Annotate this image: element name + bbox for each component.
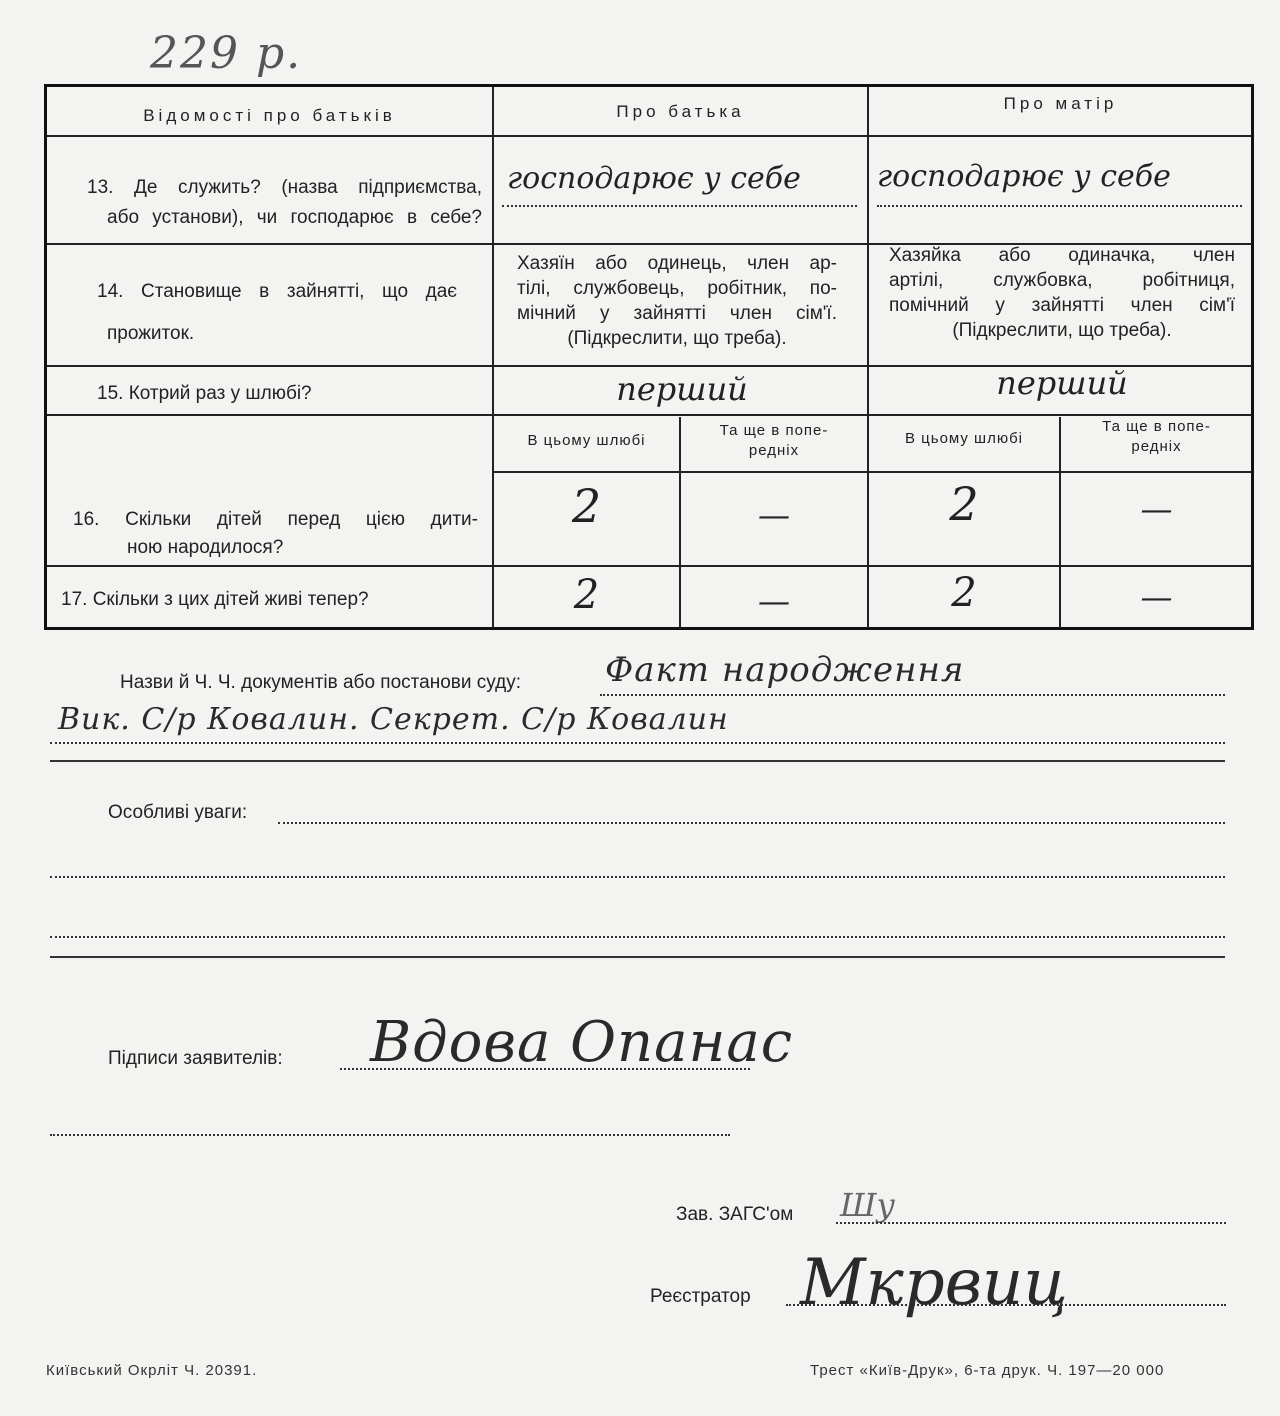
row14-mother-line1: Хазяйка або одиначка, член (889, 245, 1235, 266)
row13-mother-value: господарює у себе (877, 159, 1171, 194)
row16-label-line1: 16. Скільки дітей перед цією дити- (73, 509, 478, 530)
row14-mother-line3: помічний у зайнятті член сім'ї (889, 295, 1235, 316)
documents-dotted-line-2 (50, 742, 1225, 744)
row15-father-value: перший (616, 370, 748, 408)
dotted-line (877, 205, 1242, 207)
documents-label: Назви й Ч. Ч. документів або постанови суду: (120, 672, 521, 693)
divider (47, 414, 1252, 416)
divider (867, 87, 869, 628)
row13-father-value: господарює у себе (507, 161, 801, 196)
signatures-label: Підписи заявителів: (108, 1048, 283, 1069)
dotted-line (502, 205, 857, 207)
row17-father-prev: — (758, 582, 790, 620)
row15-label: 15. Котрий раз у шлюбі? (97, 383, 312, 404)
divider (492, 471, 1252, 473)
row16-label-line2: ною народилося? (127, 537, 284, 558)
corner-note: 229 р. (150, 28, 303, 79)
row17-father-this: 2 (573, 572, 600, 618)
head-dotted-line (836, 1222, 1226, 1224)
registrar-signature: Мкрвиц (800, 1246, 1068, 1320)
documents-value-line1: Факт народження (605, 650, 965, 690)
remarks-label: Особливі уваги: (108, 802, 248, 823)
registrar-label: Реєстратор (650, 1286, 751, 1307)
row14-father-line4: (Підкреслити, що треба). (567, 328, 787, 349)
row14-label-line2: прожиток. (107, 323, 195, 344)
subheader-father-this: В цьому шлюбі (527, 432, 646, 449)
documents-solid-line (50, 760, 1225, 762)
subheader-mother-prev-line1: Та ще в попе- (1102, 418, 1211, 435)
header-mother: Про матір (1003, 94, 1118, 113)
footer-left: Київський Окрліт Ч. 20391. (46, 1362, 258, 1379)
divider (47, 565, 1252, 567)
row16-mother-this: 2 (949, 477, 979, 531)
head-signature: Шу (840, 1186, 896, 1224)
divider (492, 87, 494, 628)
remarks-dotted-line-2 (50, 876, 1225, 878)
documents-dotted-line (600, 694, 1225, 696)
divider (47, 135, 1252, 137)
remarks-dotted-line-1 (278, 822, 1225, 824)
applicant-signature: Вдова Опанас (370, 1010, 794, 1075)
signatures-dotted-line-1 (340, 1068, 750, 1070)
remarks-dotted-line-3 (50, 936, 1225, 938)
parents-info-table (44, 84, 1254, 630)
row16-father-this: 2 (571, 479, 602, 533)
row14-father-line2: тілі, службовець, робітник, по- (517, 278, 837, 299)
row14-father-line1: Хазяїн або одинець, член ар- (517, 253, 837, 274)
row16-mother-prev: — (1140, 490, 1173, 528)
row14-label-line1: 14. Становище в зайнятті, що дає (97, 281, 457, 302)
row17-mother-this: 2 (951, 570, 977, 616)
row14-father-line3: мічний у зайнятті член сім'ї. (517, 303, 837, 324)
remarks-solid-line (50, 956, 1225, 958)
row17-mother-prev: — (1140, 578, 1173, 616)
documents-value-line2: Вик. С/р Ковалин. Секрет. С/р Ковалин (58, 702, 729, 737)
subheader-father-prev-line1: Та ще в попе- (719, 422, 829, 439)
row13-label-line2: або установи), чи господарює в себе? (107, 207, 482, 228)
row14-mother-line4: (Підкреслити, що треба). (952, 320, 1172, 341)
header-parents-info: Відомості про батьків (143, 106, 396, 125)
header-father: Про батька (616, 102, 745, 121)
subheader-mother-this: В цьому шлюбі (904, 430, 1024, 447)
row17-label: 17. Скільки з цих дітей живі тепер? (61, 589, 369, 610)
row16-father-prev: — (758, 496, 790, 534)
subheader-father-prev-line2: редніх (748, 442, 800, 459)
row14-mother-line2: артілі, службовка, робітниця, (889, 270, 1235, 291)
row15-mother-value: перший (996, 364, 1128, 402)
head-label: Зав. ЗАГС'ом (676, 1204, 794, 1225)
footer-right: Трест «Київ-Друк», 6-та друк. Ч. 197—20 000 (810, 1362, 1165, 1379)
row13-label-line1: 13. Де служить? (назва підприємства, (87, 177, 482, 198)
signatures-dotted-line-2 (50, 1134, 730, 1136)
subheader-mother-prev-line2: редніх (1131, 438, 1182, 455)
registrar-dotted-line (786, 1304, 1226, 1306)
